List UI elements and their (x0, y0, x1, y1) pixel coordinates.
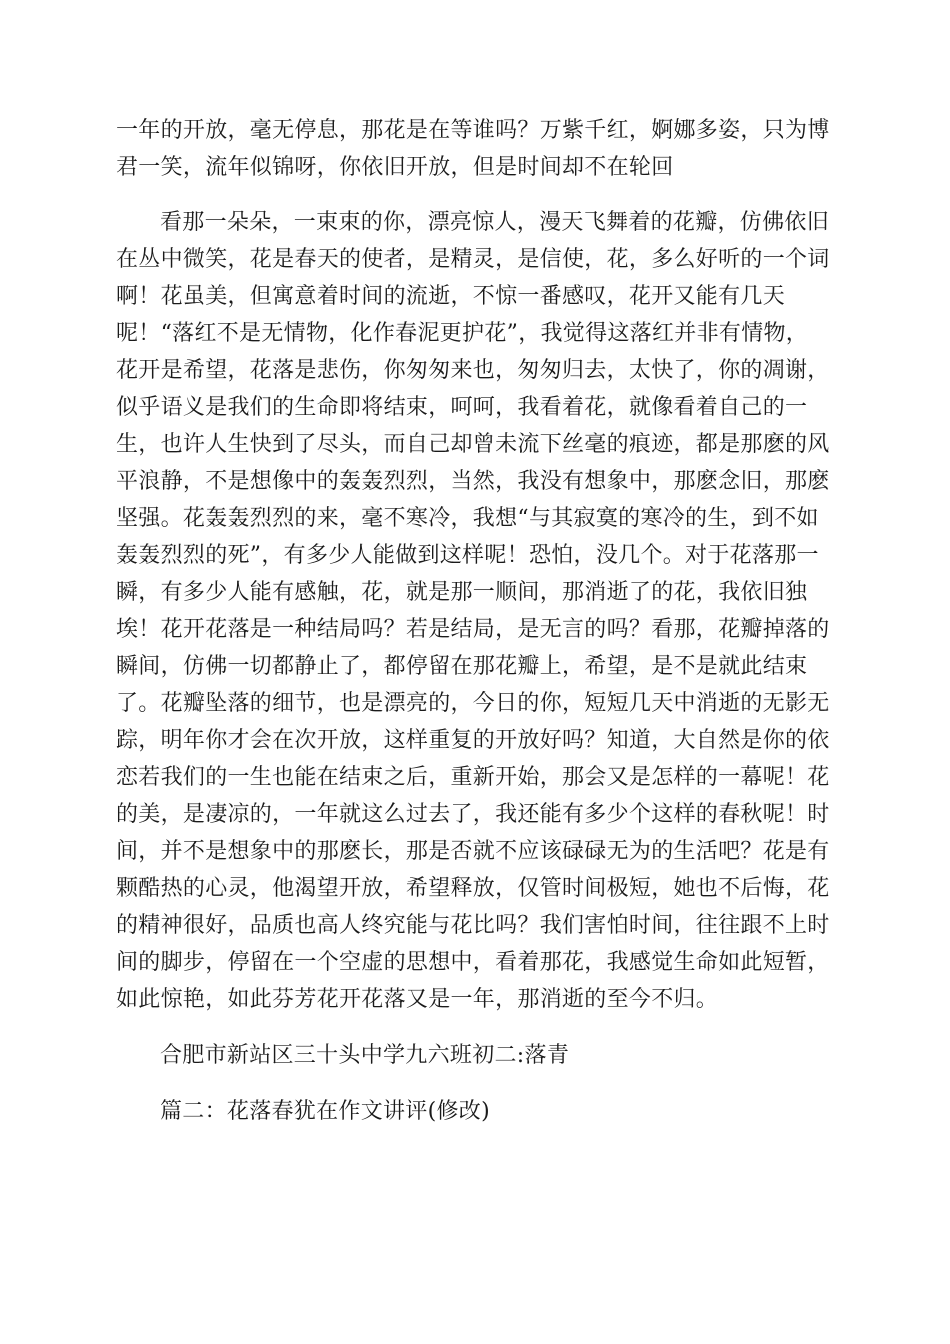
paragraph-2-line: 呢！“落红不是无情物，化作春泥更护花”，我觉得这落红并非有情物， (116, 321, 809, 346)
paragraph-2-line: 瞬，有多少人能有感触，花，就是那一顺间，那消逝了的花，我依旧独 (116, 580, 808, 605)
paragraph-2-line: 轰轰烈烈的死”，有多少人能做到这样呢！恐怕，没几个。对于花落那一 (116, 543, 819, 568)
paragraph-2-line: 间，并不是想象中的那麽长，那是否就不应该碌碌无为的生活吧？花是有 (116, 839, 830, 864)
paragraph-2-line: 生，也许人生快到了尽头，而自己却曾未流下丝毫的痕迹，都是那麽的风 (116, 432, 830, 457)
paragraph-2-line: 看那一朵朵，一束束的你，漂亮惊人，漫天飞舞着的花瓣，仿佛依旧 (160, 210, 830, 235)
paragraph-2-line: 颗酷热的心灵，他渴望开放，希望释放，仅管时间极短，她也不后悔，花 (116, 876, 830, 901)
paragraph-2-line: 在丛中微笑，花是春天的使者，是精灵，是信使，花，多么好听的一个词 (116, 247, 830, 272)
paragraph-2-line: 似乎语义是我们的生命即将结束，呵呵，我看着花，就像看着自己的一 (116, 395, 808, 420)
paragraph-2-line: 恋若我们的一生也能在结束之后，重新开始，那会又是怎样的一幕呢！花 (116, 765, 830, 790)
paragraph-2-line: 花开是希望，花落是悲伤，你匆匆来也，匆匆归去，太快了，你的凋谢， (116, 358, 830, 383)
paragraph-2-line: 瞬间，仿佛一切都静止了，都停留在那花瓣上，希望，是不是就此结束 (116, 654, 808, 679)
paragraph-2-line: 踪，明年你才会在次开放，这样重复的开放好吗？知道，大自然是你的依 (116, 728, 830, 753)
paragraph-2-line: 平浪静，不是想像中的轰轰烈烈，当然，我没有想象中，那麽念旧，那麽 (116, 469, 830, 494)
section-heading: 篇二：花落春犹在作文讲评(修改) (160, 1099, 490, 1124)
paragraph-2-line: 间的脚步，停留在一个空虚的思想中，看着那花，我感觉生命如此短暂， (116, 950, 830, 975)
paragraph-2-line: 的精神很好，品质也高人终究能与花比吗？我们害怕时间，往往跟不上时 (116, 913, 830, 938)
paragraph-2-line: 坚强。花轰轰烈烈的来，毫不寒冷，我想“与其寂寞的寒冷的生，到不如 (116, 506, 819, 531)
paragraph-2-line: 如此惊艳，如此芬芳花开花落又是一年，那消逝的至今不归。 (116, 987, 719, 1012)
paragraph-1-line: 一年的开放，毫无停息，那花是在等谁吗？万紫千红，婀娜多姿，只为博 (116, 118, 830, 143)
paragraph-2-line: 的美，是凄凉的，一年就这么过去了，我还能有多少个这样的春秋呢！时 (116, 802, 830, 827)
paragraph-2-line: 了。花瓣坠落的细节，也是漂亮的，今日的你，短短几天中消逝的无影无 (116, 691, 830, 716)
paragraph-2-line: 啊！花虽美，但寓意着时间的流逝，不惊一番感叹，花开又能有几天 (116, 284, 786, 309)
paragraph-2-line: 埃！花开花落是一种结局吗？若是结局，是无言的吗？看那，花瓣掉落的 (116, 617, 830, 642)
author-line: 合肥市新站区三十头中学九六班初二:落青 (160, 1043, 570, 1068)
paragraph-1-line: 君一笑，流年似锦呀，你依旧开放，但是时间却不在轮回 (116, 155, 674, 180)
